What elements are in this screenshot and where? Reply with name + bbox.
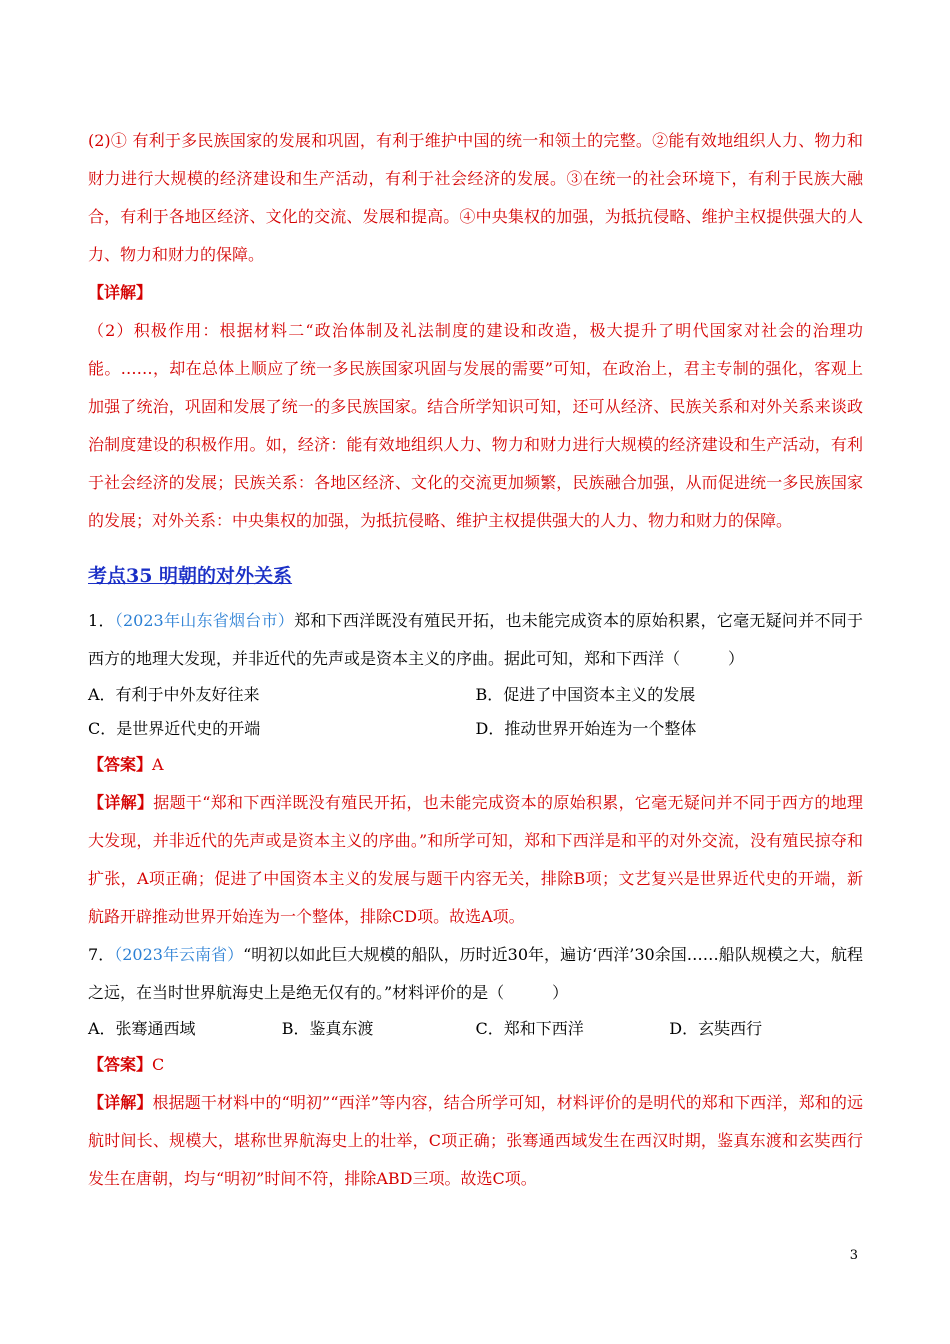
question-7 (88, 936, 863, 1198)
detail-paragraph (88, 1084, 863, 1198)
option-b: B．鉴真东渡 (281, 1019, 374, 1038)
question-source: （2023年云南省） (114, 945, 244, 964)
options-row (88, 1012, 863, 1046)
question-stem: “明初以如此巨大规模的船队，历时近30年，遍访‘西洋’30余国……船队规模之大，航程之远，在当时世界航海史上是绝无仅有的。”材料评价的是（ ） (88, 945, 863, 1002)
question-7-stem-line (88, 936, 863, 1012)
answer-value: C (152, 1055, 165, 1074)
section-title: 考点35 明朝的对外关系 (88, 565, 293, 587)
page-number: 3 (849, 1248, 858, 1263)
answer-label: 【答案】 (88, 1055, 153, 1074)
question-number: 7． (88, 945, 115, 964)
option-b: B．促进了中国资本主义的发展 (475, 685, 696, 704)
option-a: A．张骞通西域 (88, 1019, 196, 1038)
detail-label: 【详解】 (88, 793, 154, 812)
question-stem: 郑和下西洋既没有殖民开拓，也未能完成资本的原始积累，它毫无疑问并不同于西方的地理大发现，并非近代的先声或是资本主义的序曲。据此可知，郑和下西洋（ ） (88, 611, 863, 668)
detail-paragraph (88, 784, 863, 936)
option-c: C．是世界近代史的开端 (88, 719, 261, 738)
detail-paragraph: （2）积极作用：根据材料二“政治体制及礼法制度的建设和改造，极大提升了明代国家对社会的治理功能。……，却在总体上顺应了统一多民族国家巩固与发展的需要”可知，在政治上，君主专制的强化，客观上加强了统治，巩固和发展了统一的多民族国家。结合所学知识可知，还可从经济、民族关系和对外关系来谈政治制度建设的积极作用。如，经济：能有效地组织人力、物力和财力进行大规模的经济建设和生产活动，有利于社会经济的发展；民族关系：各地区经济、文化的交流更加频繁，民族融合加强，从而促进统一多民族国家的发展；对外关系：中央集权的加强，为抵抗侵略、维护主权提供强大的人力、物力和财力的保障。 (88, 321, 863, 530)
options-row (88, 712, 863, 746)
answer-paragraph: (2)① 有利于多民族国家的发展和巩固，有利于维护中国的统一和领土的完整。②能有效地组织人力、物力和财力进行大规模的经济建设和生产活动，有利于社会经济的发展。③在统一的社会环境下，有利于民族大融合，有利于各地区经济、文化的交流、发展和提高。④中央集权的加强，为抵抗侵略、维护主权提供强大的人力、物力和财力的保障。 (88, 131, 863, 264)
question-number: 1． (88, 611, 115, 630)
detail-label: 【详解】 (88, 1093, 153, 1112)
option-c: C．郑和下西洋 (475, 1019, 584, 1038)
question-1 (88, 602, 863, 936)
answer-line (88, 1046, 863, 1084)
question-source: （2023年山东省烟台市） (114, 611, 295, 630)
answer-label: 【答案】 (88, 755, 153, 774)
detail-label: 【详解】 (88, 283, 153, 302)
question-1-stem-line (88, 602, 863, 678)
document-page (88, 122, 863, 1198)
option-d: D．推动世界开始连为一个整体 (475, 719, 697, 738)
answer-value: A (152, 755, 164, 774)
option-a: A．有利于中外友好往来 (88, 685, 260, 704)
answer-line (88, 746, 863, 784)
option-d: D．玄奘西行 (669, 1019, 763, 1038)
detail-text: 据题干“郑和下西洋既没有殖民开拓，也未能完成资本的原始积累，它毫无疑问并不同于西方的地理大发现，并非近代的先声或是资本主义的序曲。”和所学可知，郑和下西洋是和平的对外交流，没有殖民掠夺和扩张，A项正确；促进了中国资本主义的发展与题干内容无关，排除B项；文艺复兴是世界近代史的开端，新航路开辟推动世界开始连为一个整体，排除CD项。故选A项。 (88, 793, 863, 926)
detail-text: 根据题干材料中的“明初”“西洋”等内容，结合所学可知，材料评价的是明代的郑和下西洋，郑和的远航时间长、规模大，堪称世界航海史上的壮举，C项正确；张骞通西域发生在西汉时期，鉴真东渡和玄奘西行发生在唐朝，均与“明初”时间不符，排除ABD三项。故选C项。 (88, 1093, 863, 1188)
options-row (88, 678, 863, 712)
